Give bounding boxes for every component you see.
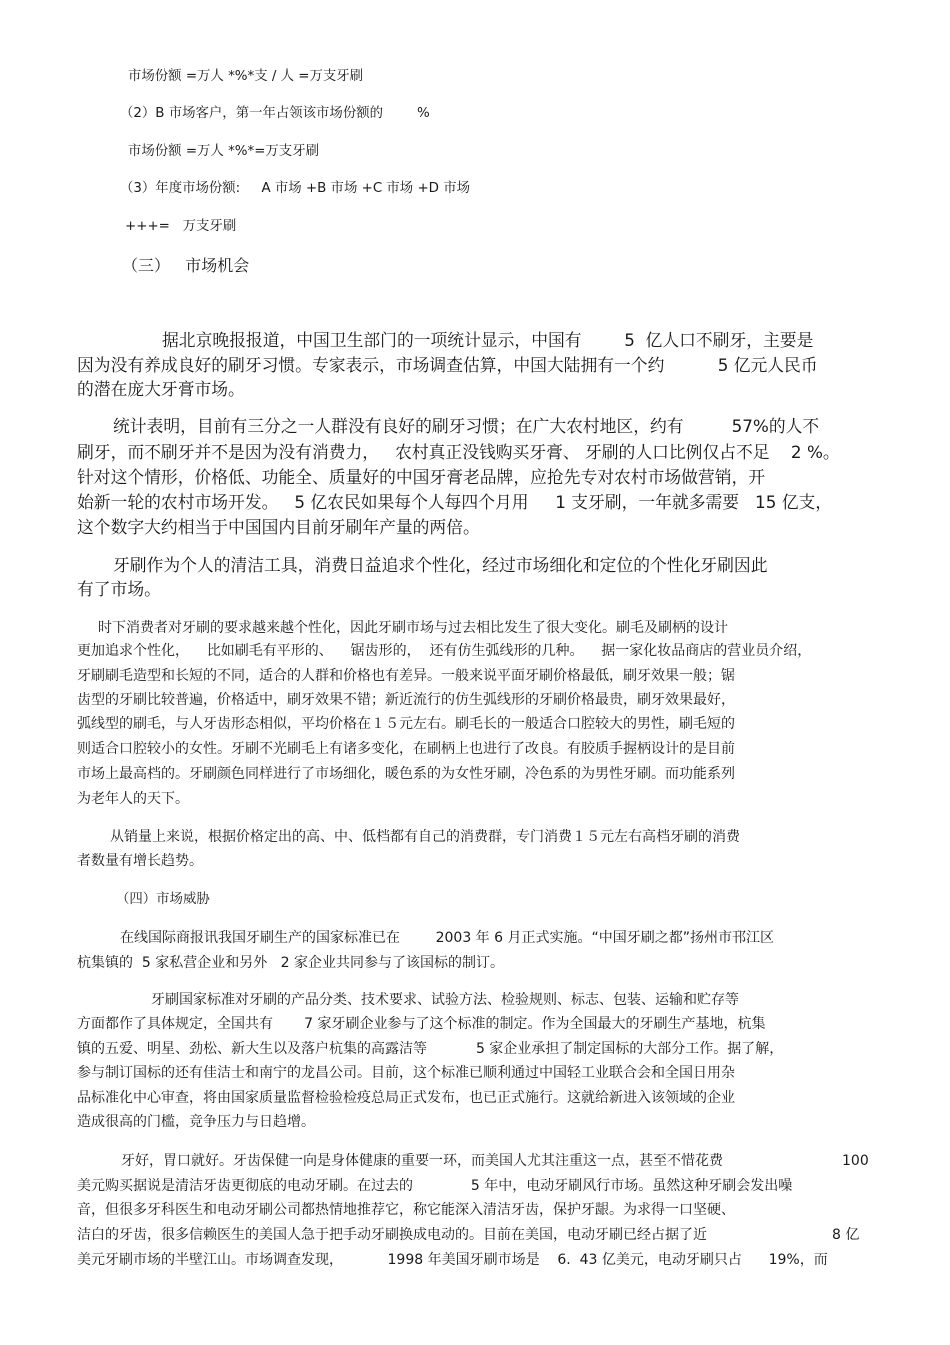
paragraph-line: 据北京晚报报道，中国卫生部门的一项统计显示，中国有 5 亿人口不刷牙，主要是 [162,330,814,350]
paragraph-line: 品标准化中心审查，将由国家质量监督检验检疫总局正式发布，也已正式施行。这就给新进入该领域的企业 [77,1090,735,1106]
paragraph-line: 造成很高的门槛，竞争压力与日趋增。 [77,1114,315,1130]
paragraph-line: 在线国际商报讯我国牙刷生产的国家标准已在 2003 年 6 月正式实施。“中国牙刷之都”扬州市邗江区 [120,930,774,946]
paragraph-line: 有了市场。 [77,579,161,599]
paragraph-line: 针对这个情形，价格低、功能全、质量好的中国牙膏老品牌，应抢先专对农村市场做营销，开 [77,467,766,487]
paragraph-line: 弧线型的刷毛，与人牙齿形态相似，平均价格在１５元左右。刷毛长的一般适合口腔较大的男性，刷毛短的 [77,716,735,732]
paragraph-line: 这个数字大约相当于中国国内目前牙刷年产量的两倍。 [77,517,480,537]
paragraph-line: 为老年人的天下。 [77,791,189,807]
formula-line-5: +++= 万支牙刷 [125,219,237,234]
paragraph-line: 时下消费者对牙刷的要求越来越个性化，因此牙刷市场与过去相比发生了很大变化。刷毛及刷柄的设计 [98,620,728,636]
section-heading-threats: （四）市场威胁 [116,892,210,907]
paragraph-line: 洁白的牙齿，很多信赖医生的美国人急于把手动牙刷换成电动的。目前在美国，电动牙刷已经占据了近 [77,1227,707,1243]
paragraph-line: 杭集镇的 5 家私营企业和另外 2 家企业共同参与了该国标的制订。 [77,955,504,971]
paragraph-line: 刷牙，而不刷牙并不是因为没有消费力， 农村真正没钱购买牙膏、 牙刷的人口比例仅占不足 2 %。 [77,442,840,462]
paragraph-line: 从销量上来说，根据价格定出的高、中、低档都有自己的消费群，专门消费１５元左右高档牙刷的消费 [110,829,740,845]
paragraph-line: 者数量有增长趋势。 [77,853,203,869]
paragraph-line: 齿型的牙刷比较普遍，价格适中，刷牙效果不错；新近流行的仿生弧线形的牙刷价格最贵，刷牙效果最好， [77,692,735,708]
paragraph-line: 方面都作了具体规定，全国共有 7 家牙刷企业参与了这个标准的制定。作为全国最大的牙刷生产基地，杭集 [77,1016,766,1032]
formula-line-1: 市场份额 =万人 *%*支 / 人 =万支牙刷 [128,69,364,84]
paragraph-line: 市场上最高档的。牙刷颜色同样进行了市场细化，暖色系的为女性牙刷，冷色系的为男性牙刷。而功能系列 [77,766,735,782]
paragraph-number: 100 [842,1153,869,1169]
paragraph-line: 美元购买据说是清洁牙齿更彻底的电动牙刷。在过去的 5 年中，电动牙刷风行市场。虽然这种牙刷会发出噪 [77,1178,793,1194]
paragraph-line: 牙刷刷毛造型和长短的不同，适合的人群和价格也有差异。一般来说平面牙刷价格最低，刷牙效果一般；锯 [77,668,735,684]
paragraph-line: 镇的五爱、明星、劲松、新大生以及落户杭集的高露洁等 5 家企业承担了制定国标的大部分工作。据了解， [77,1041,784,1057]
paragraph-number: 8 亿 [832,1227,860,1243]
paragraph-line: 牙好，胃口就好。牙齿保健一向是身体健康的重要一环，而美国人尤其注重这一点，甚至不惜花费 [121,1153,723,1169]
paragraph-line: 的潜在庞大牙膏市场。 [77,379,245,399]
section-heading-opportunity: （三） 市场机会 [122,256,250,275]
paragraph-line: 音，但很多牙科医生和电动牙刷公司都热情地推荐它，称它能深入清洁牙齿，保护牙龈。为求得一口坚硬、 [77,1202,735,1218]
formula-line-2: （2）B 市场客户，第一年占领该市场份额的 % [120,106,430,121]
paragraph-line: 始新一轮的农村市场开发。 5 亿农民如果每个人每四个月用 1 支牙刷，一年就多需要 15 亿支， [77,492,833,512]
formula-line-4: （3）年度市场份额: A 市场 +B 市场 +C 市场 +D 市场 [120,181,471,196]
paragraph-line: 参与制订国标的还有佳洁士和南宁的龙昌公司。目前，这个标准已顺利通过中国轻工业联合会和全国日用杂 [77,1065,735,1081]
paragraph-line: 因为没有养成良好的刷牙习惯。专家表示，市场调查估算，中国大陆拥有一个约 5 亿元人民币 [77,355,818,375]
paragraph-line: 统计表明，目前有三分之一人群没有良好的刷牙习惯；在广大农村地区，约有 57%的人不 [113,416,820,436]
paragraph-line: 则适合口腔较小的女性。牙刷不光刷毛上有诸多变化，在刷柄上也进行了改良。有胶质手握柄设计的是目前 [77,741,735,757]
paragraph-line: 美元牙刷市场的半壁江山。市场调查发现， 1998 年美国牙刷市场是 6. 43 亿美元，电动牙刷只占 19%，而 [77,1252,828,1268]
paragraph-line: 牙刷国家标准对牙刷的产品分类、技术要求、试验方法、检验规则、标志、包装、运输和贮存等 [151,992,739,1008]
formula-line-3: 市场份额 =万人 *%*=万支牙刷 [128,144,319,159]
paragraph-line: 更加追求个性化， 比如刷毛有平形的、 锯齿形的， 还有仿生弧线形的几种。 据一家化妆品商店的营业员介绍， [77,643,812,659]
paragraph-line: 牙刷作为个人的清洁工具，消费日益追求个性化，经过市场细化和定位的个性化牙刷因此 [113,555,768,575]
